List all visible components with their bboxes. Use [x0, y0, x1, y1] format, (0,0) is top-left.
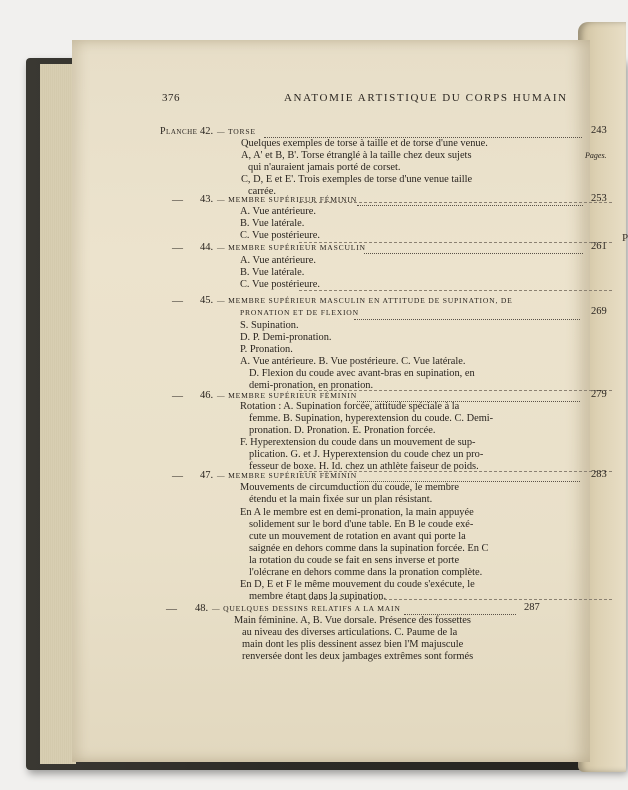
running-head: ANATOMIE ARTISTIQUE DU CORPS HUMAIN — [284, 92, 568, 104]
entry-line: Quelques exemples de torse à taille et de torse d'une venue. — [241, 138, 488, 149]
entry-line: C, D, E et E'. Trois exemples de torse d'une venue taille — [241, 174, 473, 185]
entry-line: A, A' et B, B'. Torse étranglé à la taille chez deux sujets — [241, 150, 472, 161]
entry-line: B. Vue latérale. — [240, 267, 305, 278]
plate-page: 253 — [591, 193, 607, 204]
book-page — [72, 40, 607, 762]
entry-line: C. Vue postérieure. — [240, 279, 320, 290]
entry-line: demi-pronation, en pronation. — [249, 380, 374, 391]
leader-dots — [357, 197, 583, 206]
plate-title: — QUELQUES DESSINS RELATIFS A LA MAIN — [212, 604, 401, 613]
plate-page: 243 — [591, 125, 607, 136]
plate-number: 46. — [200, 390, 214, 401]
plate-title: — MEMBRE SUPÉRIEUR FÉMININ — [217, 391, 357, 400]
plate-number: 48. — [195, 603, 209, 614]
entry-line: En A le membre est en demi-pronation, la main appuyée — [240, 507, 474, 518]
entry-line: pronation. D. Pronation. E. Pronation forcée. — [249, 425, 436, 436]
entry-line: A. Vue antérieure. — [240, 206, 316, 217]
entry-line: carrée. — [248, 186, 276, 197]
plate-page: 287 — [524, 602, 540, 613]
entry-line: femme. B. Supination, hyperextension du coude. C. Demi- — [249, 413, 494, 424]
entry-line: au niveau des diverses articulations. C. Paume de la — [242, 627, 458, 638]
page-edges — [40, 64, 76, 764]
plate-title: — MEMBRE SUPÉRIEUR MASCULIN — [217, 243, 366, 252]
entry-line: solidement sur le bord d'une table. En B le coude exé- — [249, 519, 474, 530]
leader-dots — [354, 311, 580, 320]
plate-dash: — — [172, 390, 183, 402]
plate-number: 43. — [200, 194, 214, 205]
entry-line: A. Vue antérieure. — [240, 255, 316, 266]
facing-page-letter: P — [622, 232, 628, 244]
plate-page: 269 — [591, 306, 607, 317]
plate-dash: — — [172, 295, 183, 307]
plate-page: 261 — [591, 241, 607, 252]
entry-line: cute un mouvement de rotation en avant qui porte la — [249, 531, 466, 542]
plate-label: Planche — [160, 126, 198, 137]
plate-page: 283 — [591, 469, 607, 480]
page-header — [72, 92, 590, 108]
entry-line: qui n'auraient jamais porté de corset. — [248, 162, 401, 173]
leader-dots — [357, 473, 580, 482]
entry-line: D. Flexion du coude avec avant-bras en supination, en — [249, 368, 475, 379]
entry-line: En D, E et F le même mouvement du coude s'exécute, le — [240, 579, 475, 590]
entry-line: F. Hyperextension du coude dans un mouvement de sup- — [240, 437, 476, 448]
entry-line: D. P. Demi-pronation. — [240, 332, 332, 343]
entry-line: P. Pronation. — [240, 344, 293, 355]
entry-line: la rotation du coude se fait en sens inverse et porte — [249, 555, 460, 566]
entry-line: C. Vue postérieure. — [240, 230, 320, 241]
entry-line: renversée dont les deux jambages extrêmes sont formés — [242, 651, 474, 662]
leader-dots — [364, 245, 583, 254]
entry-line: S. Supination. — [240, 320, 299, 331]
plate-dash: — — [172, 470, 183, 482]
separator-line — [299, 599, 612, 600]
entry-line: Main féminine. A, B. Vue dorsale. Présence des fossettes — [234, 615, 471, 626]
plate-number: 44. — [200, 242, 214, 253]
entry-line: A. Vue antérieure. B. Vue postérieure. C. Vue latérale. — [240, 356, 466, 367]
entry-line: Mouvements de circumduction du coude, le membre — [240, 482, 460, 493]
entry-line: Rotation : A. Supination forcée, attitude spéciale à la — [240, 401, 460, 412]
leader-dots — [264, 129, 582, 138]
entry-line: plication. G. et J. Hyperextension du coude chez un pro- — [249, 449, 484, 460]
entry-line: membre étant dans la supination. — [249, 591, 387, 602]
plate-page: 279 — [591, 389, 607, 400]
entry-line: B. Vue latérale. — [240, 218, 305, 229]
entry-line: main dont les plis dessinent assez bien l'M majuscule — [242, 639, 464, 650]
pages-column-label: Pages. — [585, 151, 607, 160]
entry-line: l'olécrane en dehors comme dans la pronation complète. — [249, 567, 483, 578]
plate-number: 47. — [200, 470, 214, 481]
entry-line: étendu et la main fixée sur un plan résistant. — [249, 494, 433, 505]
entry-line: saignée en dehors comme dans la supination forcée. En C — [249, 543, 489, 554]
plate-dash: — — [172, 194, 183, 206]
separator-line — [299, 290, 612, 291]
plate-dash: — — [166, 603, 177, 615]
entry-line: fesseur de boxe. H. Id. chez un athlète faiseur de poids. — [249, 461, 479, 472]
plate-title: — MEMBRE SUPÉRIEUR FÉMININ — [217, 195, 357, 204]
plate-title: — TORSE — [217, 127, 256, 136]
plate-title: — MEMBRE SUPÉRIEUR MASCULIN EN ATTITUDE DE SUPINATION, DE — [217, 296, 513, 305]
plate-number: 42. — [200, 126, 214, 137]
plate-title-continued: PRONATION ET DE FLEXION — [240, 308, 359, 317]
plate-number: 45. — [200, 295, 214, 306]
page-number: 376 — [162, 92, 180, 104]
leader-dots — [404, 606, 516, 615]
plate-dash: — — [172, 242, 183, 254]
plate-title: — MEMBRE SUPÉRIEUR FÉMININ — [217, 471, 357, 480]
